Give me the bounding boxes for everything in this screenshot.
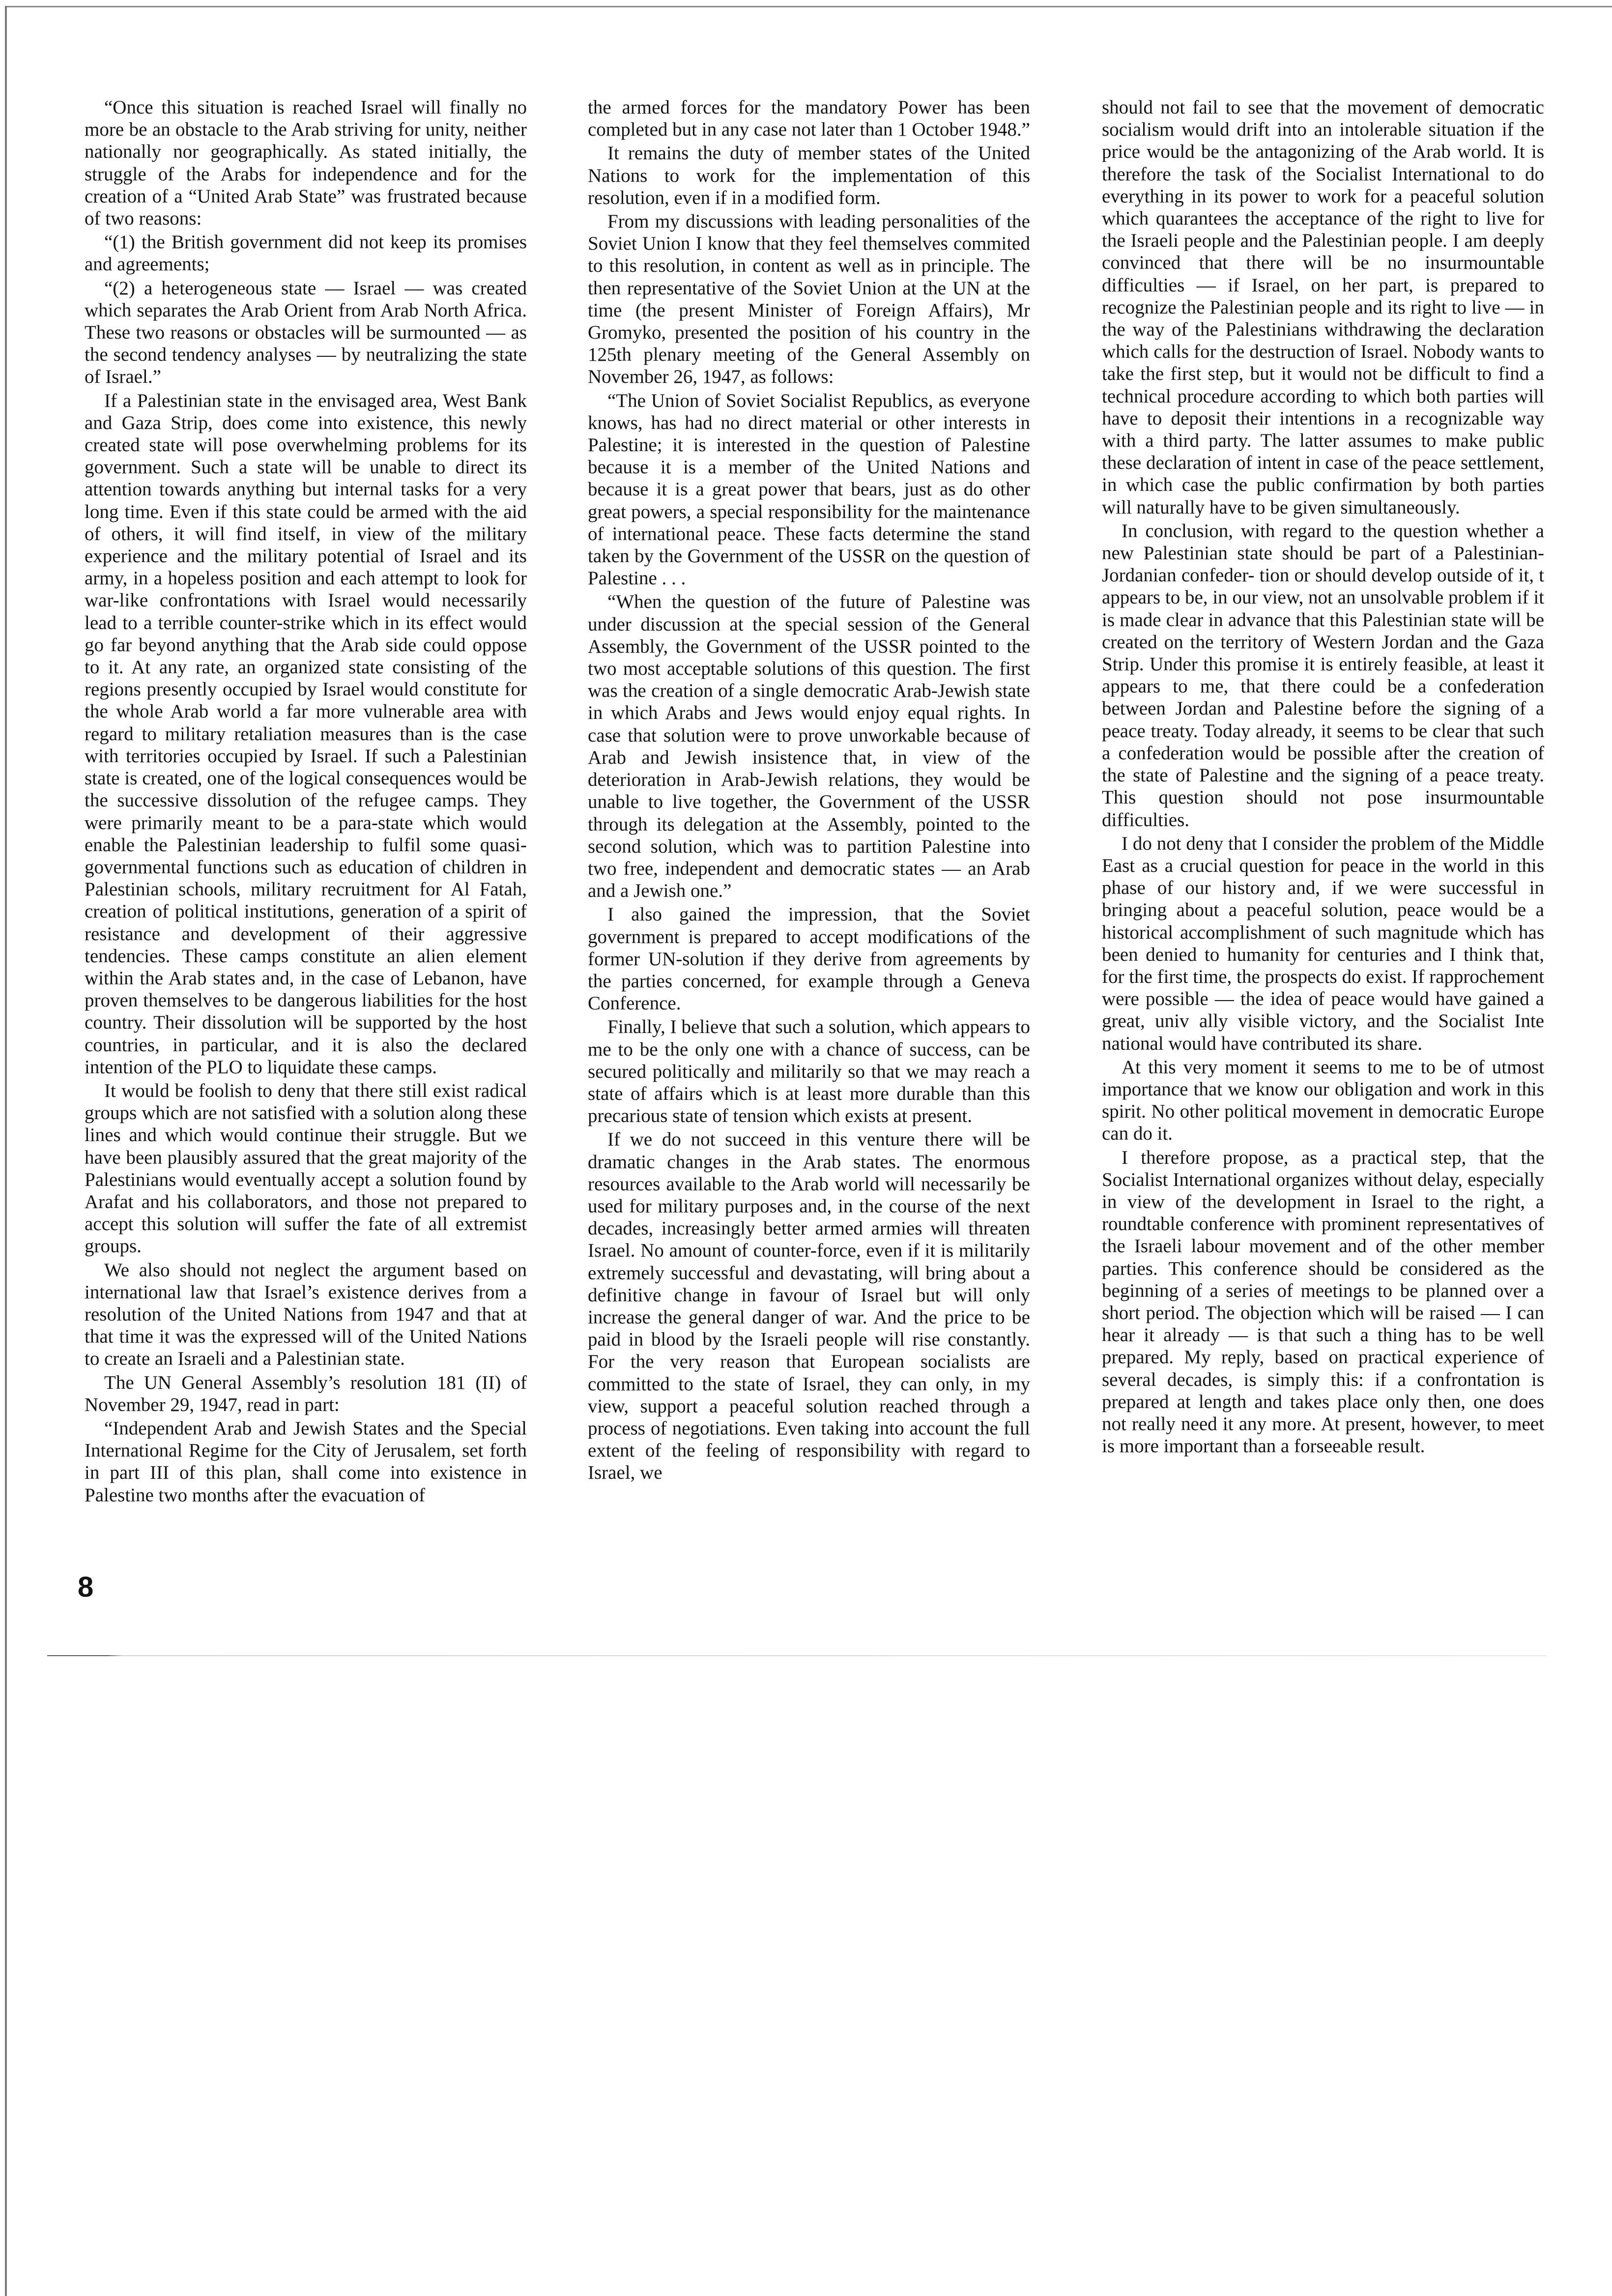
- paragraph: “When the question of the future of Palestine was under discussion at the special session of the General Assembly, the Government of the USSR pointed to the two most acceptable solutions of this question. The first was the creation of a single democratic Arab-Jewish state in which Arabs and Jews would enjoy equal rights. In case that solution were to prove unworkable because of Arab and Jewish insistence that, in view of the deterioration in Arab-Jewish relations, they would be unable to live together, the Government of the USSR through its delegation at the Assembly, pointed to the second solution, which was to partition Palestine into two free, independent and democratic states — an Arab and a Jewish one.”: [588, 591, 1030, 902]
- paragraph: “The Union of Soviet Socialist Republics, as everyone knows, has had no direct material or other interests in Palestine; it is interested in the question of Palestine because it is a member of the United Nations and because it is a great power that bears, just as do other great powers, a special responsibility for the maintenance of international peace. These facts determine the stand taken by the Government of the USSR on the question of Palestine . . .: [588, 390, 1030, 589]
- paragraph: The UN General Assembly’s resolution 181 (II) of November 29, 1947, read in part:: [85, 1372, 527, 1415]
- paragraph: “(1) the British government did not keep its promises and agreements;: [85, 231, 527, 275]
- paragraph: “Independent Arab and Jewish States and the Special International Regime for the City of Jerusalem, set forth in part III of this plan, shall come into existence in Palestine two months after the evacuation of: [85, 1417, 527, 1506]
- text-column-1: [85, 96, 527, 1508]
- paragraph: If a Palestinian state in the envisaged area, West Bank and Gaza Strip, does come into existence, this newly created state will pose overwhelming problems for its government. Such a state will be unable to direct its attention towards anything but internal tasks for a very long time. Even if this state could be armed with the aid of others, it will find itself, in view of the military experience and the military potential of Israel and its army, in a hopeless position and each attempt to look for war-like confrontations with Israel would necessarily lead to a terrible counter-strike which in its effect would go far beyond anything that the Arab side could oppose to it. At any rate, an organized state consisting of the regions presently occupied by Israel would constitute for the whole Arab world a far more vulnerable area with regard to military retaliation measures than is the case with territories occupied by Israel. If such a Palestinian state is created, one of the logical consequences would be the successive dissolution of the refugee camps. They were primarily meant to be a para-state which would enable the Palestinian leadership to fulfil some quasi-governmental functions such as education of children in Palestinian schools, military recruitment for Al Fatah, creation of political institutions, generation of a spirit of resistance and development of their aggressive tendencies. These camps constitute an alien element within the Arab states and, in the case of Lebanon, have proven themselves to be dangerous liabilities for the host country. Their dissolution will be supported by the host countries, in particular, and it is also the declared intention of the PLO to liquidate these camps.: [85, 390, 527, 1078]
- paragraph: At this very moment it seems to me to be of utmost importance that we know our obligation and work in this spirit. No other political movement in democratic Europe can do it.: [1102, 1056, 1544, 1145]
- footer-rule: [47, 1655, 1546, 1656]
- continued-paragraph: the armed forces for the mandatory Power has been completed but in any case not later than 1 October 1948.”: [588, 97, 1030, 141]
- paragraph: From my discussions with leading personalities of the Soviet Union I know that they feel themselves commited to this resolution, in content as well as in principle. The then representative of the Soviet Union at the UN at the time (the present Minister of Foreign Affairs), Mr Gromyko, presented the position of his country in the 125th plenary meeting of the General Assembly on November 26, 1947, as follows:: [588, 211, 1030, 388]
- paragraph: It would be foolish to deny that there still exist radical groups which are not satisfied with a solution along these lines and which would continue their struggle. But we have been plausibly assured that the great majority of the Palestinians would eventually accept a solution found by Arafat and his collaborators, and those not prepared to accept this solution will suffer the fate of all extremist groups.: [85, 1080, 527, 1257]
- top-border-rule: [5, 6, 1612, 7]
- paragraph: “(2) a heterogeneous state — Israel — was created which separates the Arab Orient from Arab North Africa. These two reasons or obstacles will be surmounted — as the second tendency analyses — by neutralizing the state of Israel.”: [85, 277, 527, 388]
- paragraph: Finally, I believe that such a solution, which appears to me to be the only one with a chance of success, can be secured politically and militarily so that we may reach a state of affairs which is at least more durable than this precarious state of tension which exists at present.: [588, 1016, 1030, 1127]
- paragraph: I therefore propose, as a practical step, that the Socialist International organizes without delay, especially in view of the development in Israel to the right, a roundtable conference with prominent representatives of the Israeli labour movement and of the other member parties. This conference should be considered as the beginning of a series of meetings to be planned over a short period. The objection which will be raised — I can hear it already — is that such a thing has to be well prepared. My reply, based on practical experience of several decades, is simply this: if a confrontation is prepared at length and takes place only then, one does not really need it any more. At present, however, to meet is more important than a forseeable result.: [1102, 1147, 1544, 1457]
- paragraph: We also should not neglect the argument based on international law that Israel’s existence derives from a resolution of the United Nations from 1947 and that at that time it was the expressed will of the United Nations to create an Israeli and a Palestinian state.: [85, 1259, 527, 1370]
- paragraph: “Once this situation is reached Israel will finally no more be an obstacle to the Arab striving for unity, neither nationally nor geographically. As stated initially, the struggle of the Arabs for independence and for the creation of a “United Arab State” was frustrated because of two reasons:: [85, 97, 527, 230]
- continued-paragraph: should not fail to see that the movement of democratic socialism would drift into an intolerable situation if the price would be the antagonizing of the Arab world. It is therefore the task of the Socialist International to do everything in its power to work for a peaceful solution which quarantees the acceptance of the right to live for the Israeli people and the Palestinian people. I am deeply convinced that there will be no insurmountable difficulties — if Israel, on her part, is prepared to recognize the Palestinian people and its right to live — in the way of the Palestinians withdrawing the declaration which calls for the destruction of Israel. Nobody wants to take the first step, but it would not be difficult to find a technical procedure according to which both parties will have to deposit their intentions in a recognizable way with a third party. The latter assumes to make public these declaration of intent in case of the peace settlement, in which case the public confirmation by both parties will naturally have to be given simultaneously.: [1102, 97, 1544, 518]
- paragraph: I do not deny that I consider the problem of the Middle East as a crucial question for peace in the world in this phase of our history and, if we were successful in bringing about a peaceful solution, peace would be a historical accomplishment of such magnitude which has been denied to humanity for centuries and I think that, for the first time, the prospects do exist. If rapprochement were possible — the idea of peace would have gained a great, univ ally visible victory, and the Socialist Inte national would have contributed its share.: [1102, 832, 1544, 1054]
- left-border-rule: [5, 6, 7, 2296]
- paragraph: I also gained the impression, that the Soviet government is prepared to accept modifications of the former UN-solution if they derive from agreements by the parties concerned, for example through a Geneva Conference.: [588, 904, 1030, 1014]
- paragraph: In conclusion, with regard to the question whether a new Palestinian state should be part of a Palestinian-Jordanian confeder- tion or should develop outside of it, t appears to be, in our view, not an unsolvable problem if it is made clear in advance that this Palestinian state will be created on the territory of Western Jordan and the Gaza Strip. Under this promise it is entirely feasible, at least it appears to me, that there could be a confederation between Jordan and Palestine before the signing of a peace treaty. Today already, it seems to be clear that such a confederation would be possible after the creation of the state of Palestine and the signing of a peace treaty. This question should not pose insurmountable difficulties.: [1102, 520, 1544, 831]
- text-column-3: [1102, 96, 1544, 1459]
- page-number: 8: [78, 1571, 94, 1603]
- text-column-2: [588, 96, 1030, 1486]
- paragraph: It remains the duty of member states of the United Nations to work for the implementation of this resolution, even if in a modified form.: [588, 143, 1030, 208]
- paragraph: If we do not succeed in this venture there will be dramatic changes in the Arab states. The enormous resources available to the Arab world will necessarily be used for military purposes and, in the course of the next decades, increasingly better armed armies will threaten Israel. No amount of counter-force, even if it is militarily extremely successful and devastating, will bring about a definitive change in favour of Israel but will only increase the general danger of war. And the price to be paid in blood by the Israeli people will rise constantly. For the very reason that European socialists are committed to the state of Israel, they can only, in my view, support a peaceful solution reached through a process of negotiations. Even taking into account the full extent of the feeling of responsibility with regard to Israel, we: [588, 1129, 1030, 1484]
